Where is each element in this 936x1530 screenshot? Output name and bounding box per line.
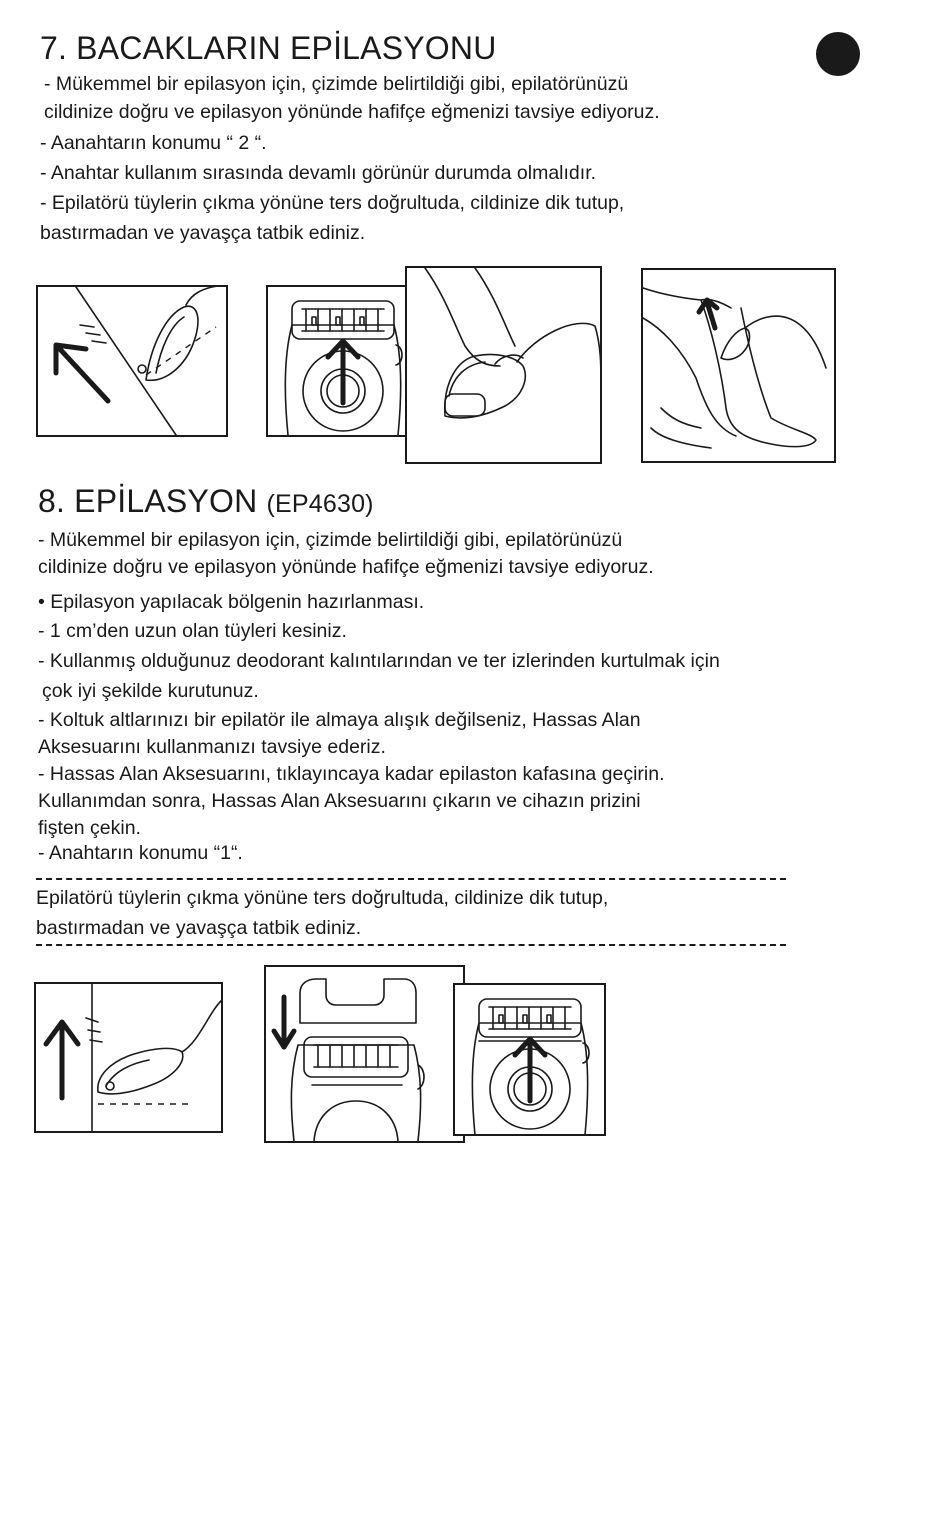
section-7-line-5: - Epilatörü tüylerin çıkma yönüne ters doğrultuda, cildinize dik tutup, bbox=[40, 192, 625, 214]
section-8-line-4: - 1 cm’den uzun olan tüyleri kesiniz. bbox=[38, 620, 347, 642]
section-8-line-7: - Koltuk altlarınızı bir epilatör ile almaya alışık değilseniz, Hassas Alan bbox=[38, 709, 641, 731]
section-8-line-3: • Epilasyon yapılacak bölgenin hazırlanması. bbox=[38, 591, 425, 613]
section-7-line-1: - Mükemmel bir epilasyon için, çizimde belirtildiği gibi, epilatörünüzü bbox=[44, 73, 629, 95]
note-line-2: bastırmadan ve yavaşça tatbik ediniz. bbox=[36, 917, 362, 939]
section-7-line-3: - Aanahtarın konumu “ 2 “. bbox=[40, 132, 267, 154]
section-8-line-5: - Kullanmış olduğunuz deodorant kalıntılarından ve ter izlerinden kurtulmak için bbox=[38, 650, 720, 672]
figure-hand-holding-epilator bbox=[405, 266, 602, 464]
section-7-line-2: cildinize doğru ve epilasyon yönünde hafifçe eğmenizi tavsiye ediyoruz. bbox=[44, 101, 660, 123]
figure-epilator-upward bbox=[34, 982, 223, 1133]
section-8-line-12: - Anahtarın konumu “1“. bbox=[38, 842, 243, 864]
figure-legs-epilation bbox=[641, 268, 836, 463]
page-marker-dot bbox=[816, 32, 860, 76]
note-divider-bottom bbox=[36, 944, 786, 946]
section-8-line-10: Kullanımdan sonra, Hassas Alan Aksesuarını çıkarın ve cihazın prizini bbox=[38, 790, 641, 812]
section-8-line-9: - Hassas Alan Aksesuarını, tıklayıncaya kadar epilaston kafasına geçirin. bbox=[38, 763, 665, 785]
figure-epilator-head-front bbox=[266, 285, 420, 437]
figure-epilator-angle bbox=[36, 285, 228, 437]
section-8-title-model: (EP4630) bbox=[266, 490, 374, 518]
section-8-line-1: - Mükemmel bir epilasyon için, çizimde belirtildiği gibi, epilatörünüzü bbox=[38, 529, 623, 551]
note-divider-top bbox=[36, 878, 786, 880]
section-8-line-2: cildinize doğru ve epilasyon yönünde hafifçe eğmenizi tavsiye ediyoruz. bbox=[38, 556, 654, 578]
section-8-line-11: fişten çekin. bbox=[38, 817, 141, 839]
figure-accessory-head-front bbox=[453, 983, 606, 1136]
section-7-line-6: bastırmadan ve yavaşça tatbik ediniz. bbox=[40, 222, 366, 244]
section-8-line-6: çok iyi şekilde kurutunuz. bbox=[42, 680, 259, 702]
note-line-1: Epilatörü tüylerin çıkma yönüne ters doğrultuda, cildinize dik tutup, bbox=[36, 887, 609, 909]
section-7-line-4: - Anahtar kullanım sırasında devamlı görünür durumda olmalıdır. bbox=[40, 162, 597, 184]
section-7-title: 7. BACAKLARIN EPİLASYONU bbox=[40, 30, 497, 66]
figure-attach-sensitive-area-accessory bbox=[264, 965, 465, 1143]
section-8-line-8: Aksesuarını kullanmanızı tavsiye ederiz. bbox=[38, 736, 386, 758]
section-8-title-main: 8. EPİLASYON bbox=[38, 483, 258, 519]
section-8-title bbox=[38, 483, 374, 522]
